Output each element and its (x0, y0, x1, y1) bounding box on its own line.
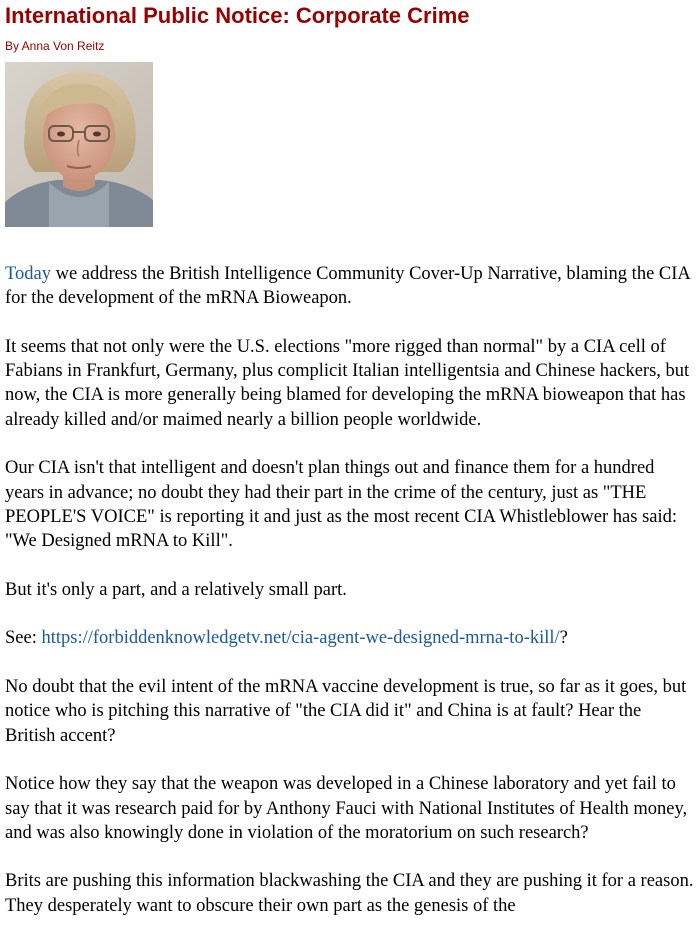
paragraph-7: Notice how they say that the weapon was developed in a Chinese laboratory and yet fail to say that it was research paid for by Anthony Fauci with National Institutes of Health money, and was also knowingly done in violation of the moratorium on such research? (5, 774, 688, 843)
article (5, 0, 695, 942)
paragraph-6: No doubt that the evil intent of the mRNA vaccine development is true, so far as it goes, but notice who is pitching this narrative of "the CIA did it" and China is at fault? Hear the British accent? (5, 677, 687, 746)
paragraph-8: Brits are pushing this information blackwashing the CIA and they are pushing it for a reason. They desperately want to obscure their own part as the genesis of the (5, 871, 694, 916)
paragraph-1 (5, 262, 695, 311)
article-body (5, 262, 695, 918)
paragraph-5 (5, 626, 695, 650)
article-title: International Public Notice: Corporate Crime (5, 3, 470, 28)
see-label: See: (5, 628, 42, 649)
paragraph-2: It seems that not only were the U.S. elections "more rigged than normal" by a CIA cell of Fabians in Frankfurt, Germany, plus complicit Italian intelligentsia and Chinese hackers, but now, the CIA is more generally being blamed for developing the mRNA bioweapon that has already killed and/or maimed nearly a billion people worldwide. (5, 336, 690, 430)
paragraph-4: But it's only a part, and a relatively small part. (5, 579, 347, 600)
source-link[interactable]: https://forbiddenknowledgetv.net/cia-agent-we-designed-mrna-to-kill/ (41, 628, 560, 649)
see-suffix: ? (559, 628, 568, 649)
paragraph-3: Our CIA isn't that intelligent and doesn't plan things out and finance them for a hundred years in advance; no doubt they had their part in the crime of the century, just as "THE PEOPLE'S VOICE" is reporting it and just as the most recent CIA Whistleblower has said: "We Designed mRNA to Kill". (5, 458, 678, 552)
article-byline: By Anna Von Reitz (5, 39, 105, 53)
paragraph-1-text: we address the British Intelligence Community Cover-Up Narrative, blaming the CIA for the development of the mRNA Bioweapon. (5, 264, 690, 309)
today-link[interactable]: Today (5, 264, 51, 284)
author-photo (5, 62, 153, 227)
